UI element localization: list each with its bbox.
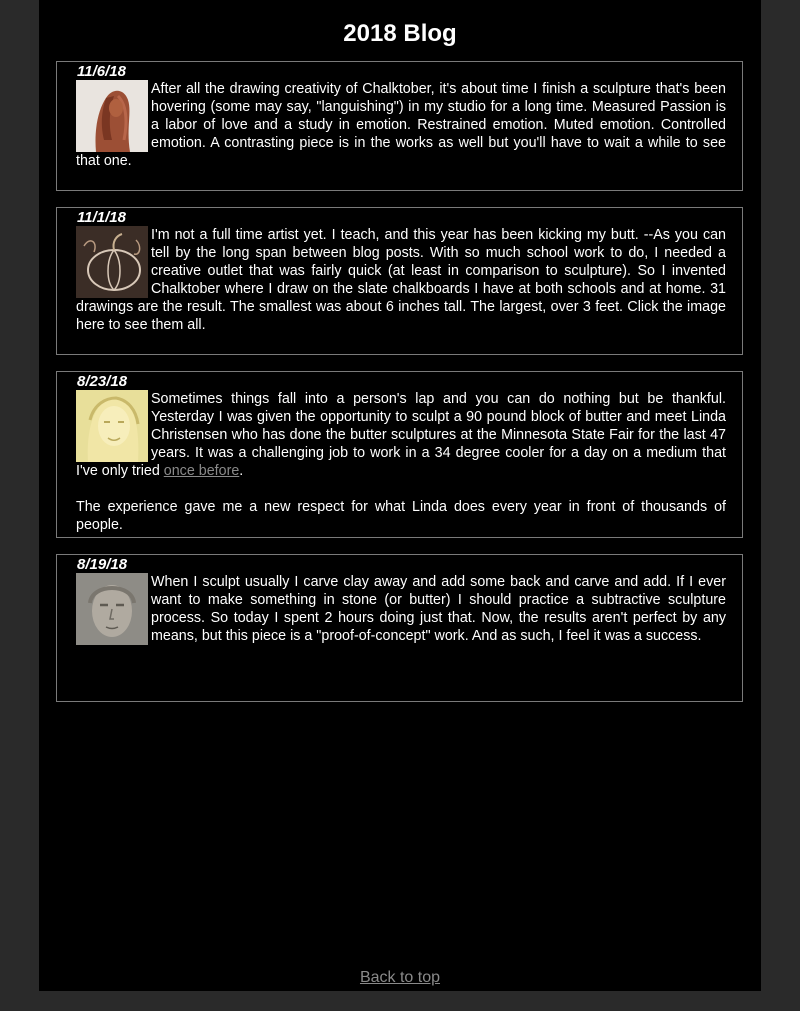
blog-post <box>56 61 743 191</box>
red-clay-bust-thumbnail-icon[interactable] <box>76 80 148 152</box>
blog-page <box>39 0 761 991</box>
post-text: When I sculpt usually I carve clay away and add some back and carve and add. If I ever want to make something in stone (or butter) I should practice a subtractive sculpture process. So today I spent 2 hours doing just that. Now, the results aren't perfect by any means, but this piece is a "proof-of-concept" work. And as such, I feel it was a success. <box>151 574 726 644</box>
chalk-pumpkin-drawing-thumbnail-icon[interactable] <box>76 226 148 298</box>
post-text: I'm not a full time artist yet. I teach, and this year has been kicking my butt. --As you can tell by the long span between blog posts. With so much school work to do, I needed a creative outlet that was fairly quick (at least in comparison to sculpture). So I invented Chalktober where I draw on the slate chalkboards I have at both schools and at home. 31 drawings are the result. The smallest was about 6 inches tall. The largest, over 3 feet. Click the image here to see them all. <box>76 227 726 333</box>
clay-face-sculpture-thumbnail-icon[interactable] <box>76 573 148 645</box>
post-date: 8/19/18 <box>77 556 128 573</box>
post-text <box>76 390 726 480</box>
post-body <box>76 573 726 645</box>
back-to-top <box>39 968 761 988</box>
post-text-second-paragraph: The experience gave me a new respect for what Linda does every year in front of thousands of people. <box>76 499 726 533</box>
post-text: After all the drawing creativity of Chalktober, it's about time I finish a sculpture that's been hovering (some may say, "languishing") in my studio for a long time. Measured Passion is a labor of love and a study in emotion. Restrained emotion. Muted emotion. Controlled emotion. A contrasting piece is in the works as well but you'll have to wait a while to see that one. <box>76 81 726 169</box>
blog-post <box>56 371 743 538</box>
page-title: 2018 Blog <box>343 20 457 47</box>
post-date: 11/1/18 <box>77 209 126 226</box>
butter-sculpture-face-thumbnail-icon[interactable] <box>76 390 148 462</box>
post-body <box>76 226 726 334</box>
post-body <box>76 390 726 534</box>
blog-post <box>56 554 743 702</box>
post-text-after-link: . <box>239 463 244 479</box>
back-to-top-link[interactable]: Back to top <box>359 969 441 986</box>
post-text-before-link: Sometimes things fall into a person's lap and you can do nothing but be thankful. Yesterday I was given the opportunity to sculpt a 90 pound block of butter and meet Linda Christensen who has done the butter sculptures at the Minnesota State Fair for the last 47 years. It was a challenging job to work in a 34 degree cooler for a day on a medium that I've only tried <box>76 391 726 479</box>
post-date: 8/23/18 <box>77 373 128 390</box>
blog-post <box>56 207 743 355</box>
once-before-link[interactable]: once before <box>163 463 240 479</box>
post-date: 11/6/18 <box>77 63 126 80</box>
post-body <box>76 80 726 170</box>
